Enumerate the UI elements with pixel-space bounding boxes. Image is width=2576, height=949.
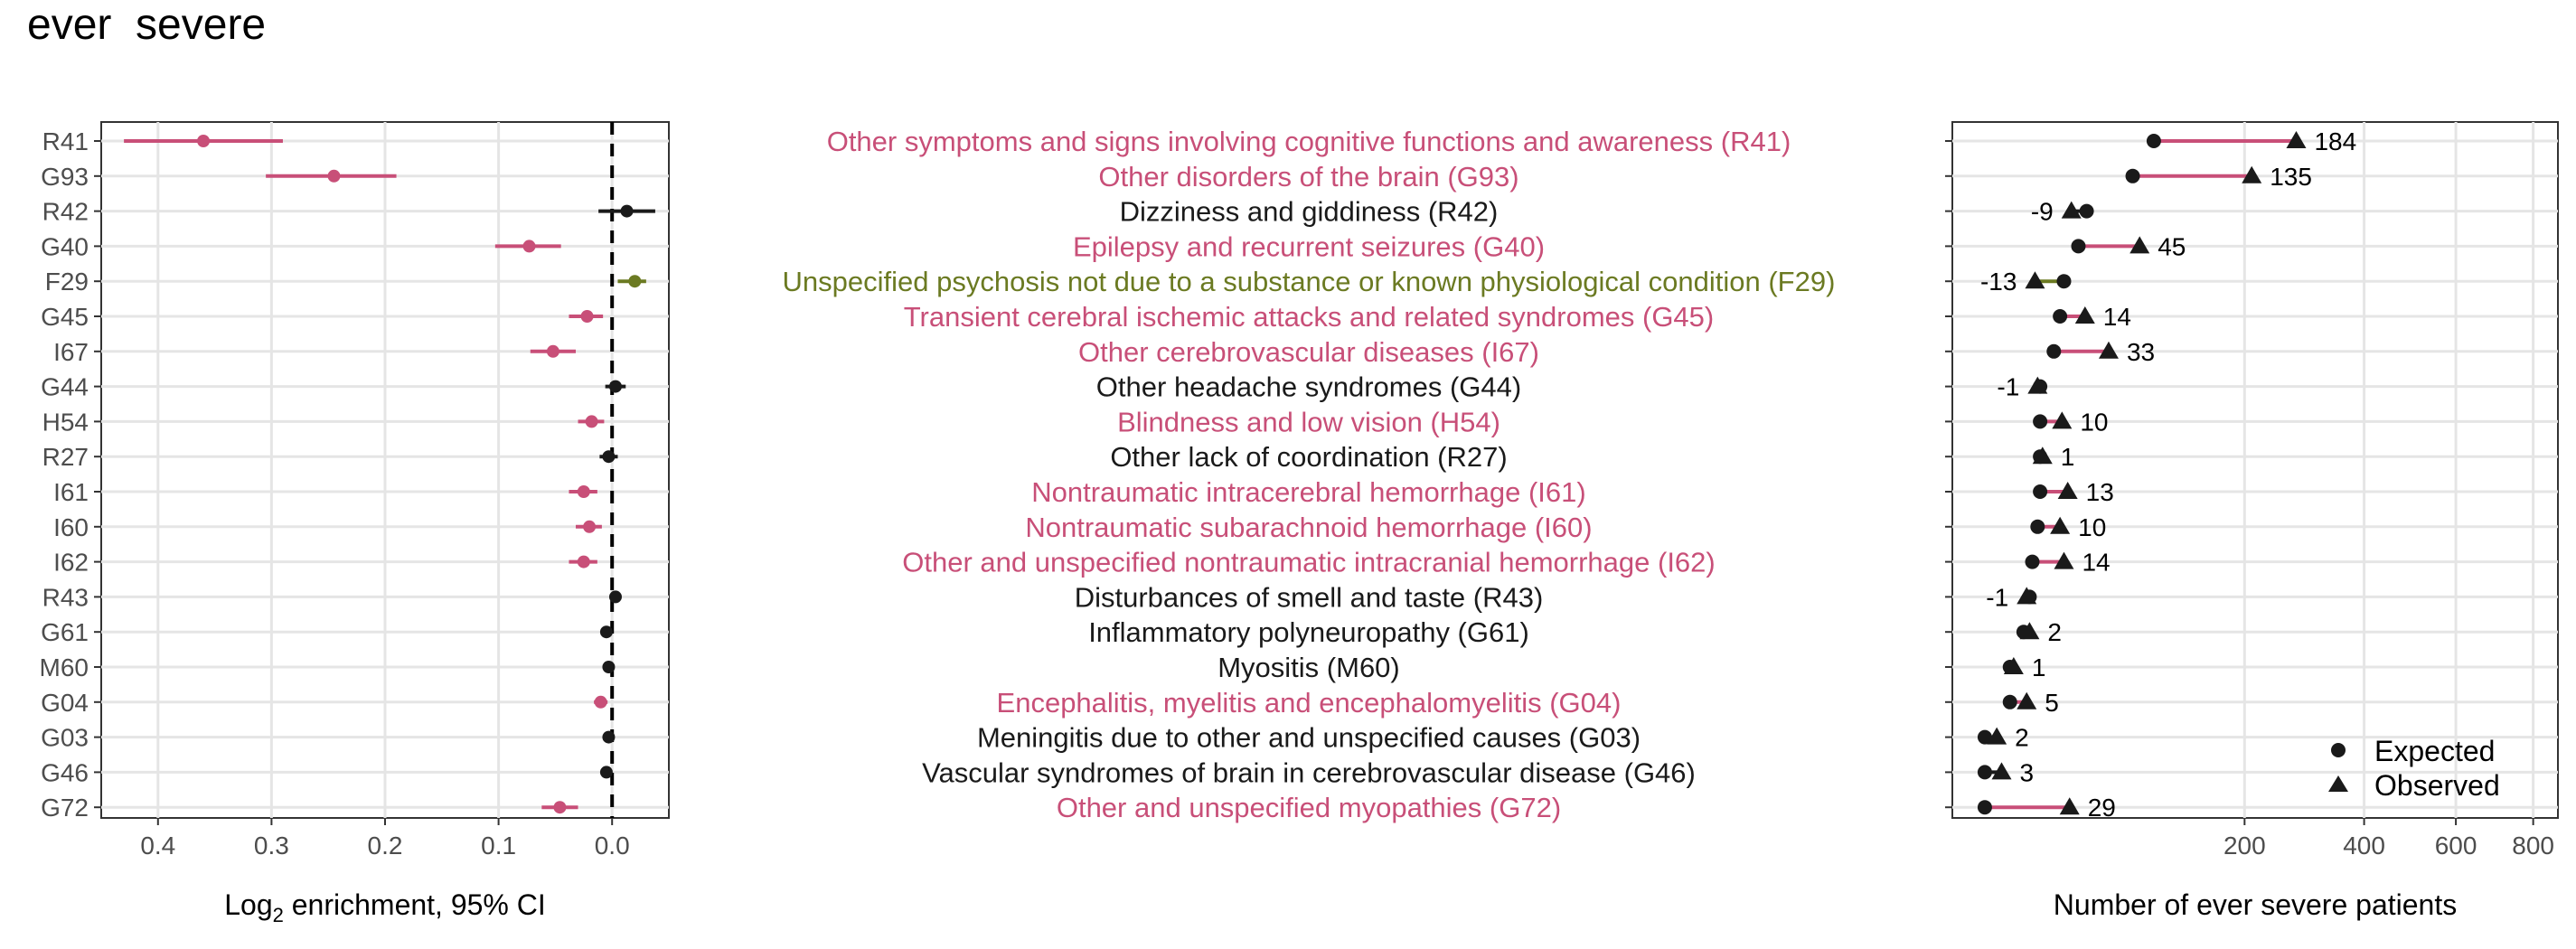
code-label-R27: R27 xyxy=(42,443,89,472)
condition-label-G45: Transient cerebral ischemic attacks and related syndromes (G45) xyxy=(903,301,1715,333)
expected-point-H54 xyxy=(2033,414,2047,428)
code-label-R43: R43 xyxy=(42,583,89,612)
code-label-G46: G46 xyxy=(41,758,89,787)
condition-label-G03: Meningitis due to other and unspecified causes (G03) xyxy=(976,721,1641,754)
enrichment-x-ticks xyxy=(140,818,629,860)
condition-label-G40: Epilepsy and recurrent seizures (G40) xyxy=(1072,230,1546,263)
difference-label-G04: 5 xyxy=(2045,688,2059,717)
xlabel-rest: enrichment, 95% CI xyxy=(283,888,546,921)
legend-expected-symbol xyxy=(2331,743,2346,757)
x-tick-label: 0.1 xyxy=(481,832,517,860)
expected-point-G04 xyxy=(2003,695,2017,709)
condition-label-M60: Myositis (M60) xyxy=(1217,652,1400,683)
code-label-G40: G40 xyxy=(41,232,89,261)
estimate-point-H54 xyxy=(586,415,598,428)
counts-x-axis-label: Number of ever severe patients xyxy=(2053,888,2458,921)
code-label-G61: G61 xyxy=(41,618,89,647)
difference-label-G61: 2 xyxy=(2047,618,2062,647)
difference-label-M60: 1 xyxy=(2031,653,2046,681)
expected-point-R42 xyxy=(2080,204,2094,219)
condition-label-R42: Dizziness and giddiness (R42) xyxy=(1119,195,1499,228)
condition-label-G93: Other disorders of the brain (G93) xyxy=(1098,160,1519,193)
estimate-point-M60 xyxy=(602,661,615,673)
legend-expected-label: Expected xyxy=(2374,735,2496,767)
condition-labels xyxy=(783,126,1836,823)
expected-point-F29 xyxy=(2056,274,2071,288)
difference-label-F29: -13 xyxy=(1979,268,2017,296)
code-tick-labels xyxy=(40,127,101,822)
condition-label-I60: Nontraumatic subarachnoid hemorrhage (I60) xyxy=(1025,511,1593,543)
legend-observed-label: Observed xyxy=(2374,769,2500,802)
condition-label-I61: Nontraumatic intracerebral hemorrhage (I61) xyxy=(1031,476,1586,508)
condition-label-R41: Other symptoms and signs involving cognitive functions and awareness (R41) xyxy=(826,126,1791,157)
difference-label-R42: -9 xyxy=(2030,197,2054,226)
condition-label-I62: Other and unspecified nontraumatic intracranial hemorrhage (I62) xyxy=(902,546,1716,578)
estimate-point-F29 xyxy=(628,275,641,287)
difference-label-H54: 10 xyxy=(2080,408,2109,437)
estimate-point-G04 xyxy=(595,696,607,709)
difference-label-G93: 135 xyxy=(2270,162,2312,191)
estimate-point-I62 xyxy=(578,556,590,568)
x-tick-label: 800 xyxy=(2512,832,2555,860)
code-label-G45: G45 xyxy=(41,303,89,331)
x-tick-label: 400 xyxy=(2343,832,2385,860)
code-label-I61: I61 xyxy=(53,478,89,506)
condition-label-H54: Blindness and low vision (H54) xyxy=(1117,406,1500,438)
condition-label-G04: Encephalitis, myelitis and encephalomyelitis (G04) xyxy=(996,686,1622,719)
estimate-point-R27 xyxy=(602,450,615,463)
estimate-point-G61 xyxy=(600,625,613,638)
expected-point-G40 xyxy=(2071,239,2085,253)
code-label-G44: G44 xyxy=(41,372,89,401)
difference-label-I62: 14 xyxy=(2082,548,2111,577)
expected-point-G93 xyxy=(2126,169,2140,183)
code-label-I62: I62 xyxy=(53,548,89,577)
code-label-G72: G72 xyxy=(41,794,89,822)
enrichment-x-axis-label xyxy=(224,888,546,926)
counts-panel-frame xyxy=(1952,122,2558,818)
estimate-point-G93 xyxy=(327,170,340,183)
xlabel-subscript: 2 xyxy=(272,904,284,926)
expected-point-I62 xyxy=(2025,555,2039,569)
estimate-point-I60 xyxy=(583,521,596,533)
code-label-G04: G04 xyxy=(41,688,89,717)
estimate-point-G46 xyxy=(600,766,613,778)
counts-y-ticks xyxy=(1945,141,1952,807)
code-label-G03: G03 xyxy=(41,723,89,752)
counts-x-ticks xyxy=(2223,818,2554,860)
expected-point-I60 xyxy=(2030,520,2045,534)
difference-label-G44: -1 xyxy=(1997,372,2020,401)
difference-label-G46: 3 xyxy=(2019,758,2035,787)
code-label-H54: H54 xyxy=(42,408,89,437)
code-label-R42: R42 xyxy=(42,197,89,226)
difference-label-I60: 10 xyxy=(2078,512,2107,541)
code-label-R41: R41 xyxy=(42,127,89,155)
code-label-I67: I67 xyxy=(53,337,89,366)
code-label-G93: G93 xyxy=(41,162,89,191)
difference-label-R43: -1 xyxy=(1986,583,2009,612)
difference-label-I67: 33 xyxy=(2126,337,2156,366)
x-tick-label: 200 xyxy=(2223,832,2266,860)
condition-label-I67: Other cerebrovascular diseases (I67) xyxy=(1077,335,1540,368)
condition-label-G46: Vascular syndromes of brain in cerebrovascular disease (G46) xyxy=(922,756,1696,789)
difference-label-G03: 2 xyxy=(2015,723,2029,752)
expected-point-I61 xyxy=(2033,484,2047,499)
condition-label-G44: Other headache syndromes (G44) xyxy=(1095,371,1522,403)
x-tick-label: 600 xyxy=(2434,832,2477,860)
x-tick-label: 0.0 xyxy=(594,832,630,860)
estimate-point-R42 xyxy=(621,205,634,218)
expected-point-G46 xyxy=(1978,765,1992,779)
code-label-I60: I60 xyxy=(53,512,89,541)
x-tick-label: 0.3 xyxy=(253,832,289,860)
condition-label-F29: Unspecified psychosis not due to a substance or known physiological condition (F29) xyxy=(782,266,1836,298)
estimate-point-R43 xyxy=(609,590,622,603)
condition-label-R43: Disturbances of smell and taste (R43) xyxy=(1074,581,1544,614)
expected-point-I67 xyxy=(2046,344,2061,359)
x-tick-label: 0.2 xyxy=(367,832,403,860)
estimate-point-I61 xyxy=(578,485,590,498)
estimate-point-G03 xyxy=(602,731,615,744)
difference-label-G40: 45 xyxy=(2158,232,2186,261)
figure-title: ever severe xyxy=(27,1,267,49)
xlabel-main: Log xyxy=(224,888,273,921)
estimate-point-G40 xyxy=(523,240,536,252)
condition-label-G61: Inflammatory polyneuropathy (G61) xyxy=(1088,616,1529,649)
x-tick-label: 0.4 xyxy=(140,832,176,860)
estimate-point-G72 xyxy=(553,801,566,813)
condition-label-R27: Other lack of coordination (R27) xyxy=(1110,441,1508,474)
difference-label-I61: 13 xyxy=(2085,478,2114,506)
difference-label-R27: 1 xyxy=(2060,443,2075,472)
difference-label-G72: 29 xyxy=(2087,794,2116,822)
estimate-point-I67 xyxy=(547,345,559,358)
code-label-F29: F29 xyxy=(44,268,89,296)
condition-label-G72: Other and unspecified myopathies (G72) xyxy=(1056,792,1562,824)
estimate-point-G44 xyxy=(609,381,622,393)
counts-panel xyxy=(1945,122,2558,921)
expected-point-G72 xyxy=(1978,800,1992,814)
enrichment-panel xyxy=(40,122,669,926)
code-label-M60: M60 xyxy=(39,653,89,681)
difference-label-G45: 14 xyxy=(2102,303,2131,331)
expected-point-R41 xyxy=(2147,134,2161,148)
estimate-point-G45 xyxy=(581,310,594,323)
difference-label-R41: 184 xyxy=(2314,127,2357,155)
estimate-point-R41 xyxy=(197,135,210,147)
expected-point-G45 xyxy=(2053,309,2067,324)
